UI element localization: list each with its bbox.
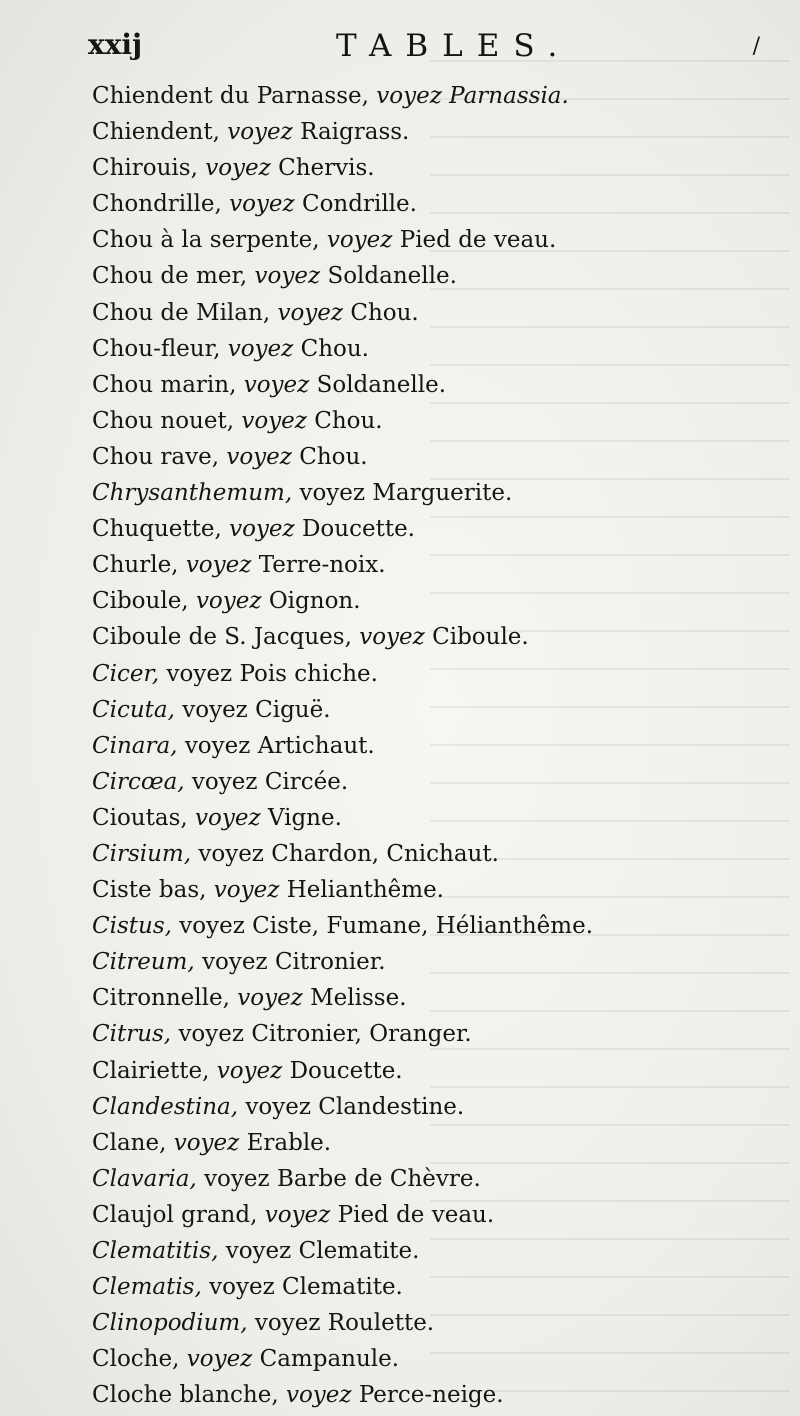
page-number: xxij xyxy=(88,28,143,61)
index-entry-target: Terre-noix. xyxy=(258,552,386,579)
index-entry xyxy=(92,403,742,439)
index-entry xyxy=(92,908,742,944)
index-entry xyxy=(92,728,742,764)
index-entry-see: voyez xyxy=(376,83,442,109)
index-entry xyxy=(92,367,742,403)
index-entry-see: voyez xyxy=(359,624,425,651)
index-entry-see: voyez xyxy=(226,443,292,470)
index-entry-see: voyez xyxy=(179,913,245,940)
index-entry-term: Clematis, xyxy=(92,1274,202,1301)
index-entry-see: voyez xyxy=(202,949,268,976)
index-entry-target: Melisse. xyxy=(310,985,407,1012)
index-entry-target: Roulette. xyxy=(327,1310,435,1337)
index-entry-term: Clandestina, xyxy=(92,1093,239,1120)
index-entry-see: voyez xyxy=(195,588,262,615)
index-entry-see: voyez xyxy=(209,1274,275,1301)
page-header xyxy=(88,28,760,76)
index-entry-target: Erable. xyxy=(246,1129,332,1156)
index-entry xyxy=(92,78,742,114)
index-entry-term: Clavaria, xyxy=(92,1165,197,1192)
index-entry xyxy=(92,222,742,258)
index-entry xyxy=(92,1161,742,1197)
index-entry-term: Cicuta, xyxy=(92,696,175,723)
index-entry xyxy=(92,692,742,728)
index-entry-see: voyez xyxy=(178,1021,245,1048)
index-entry-see: voyez xyxy=(245,1093,311,1120)
index-entry xyxy=(92,475,742,511)
index-entry xyxy=(92,114,742,150)
index-entry-term: Clematitis, xyxy=(92,1238,219,1264)
index-entry-term: Ciboule de S. Jacques, xyxy=(92,624,352,651)
index-entry-see: voyez xyxy=(264,1201,331,1228)
index-entry-target: Barbe de Chèvre. xyxy=(276,1165,481,1192)
index-entry-see: voyez xyxy=(173,1129,240,1156)
index-entry-term: Clairiette, xyxy=(92,1057,210,1084)
index-entry-target: Condrille. xyxy=(301,191,417,218)
index-entry-target: Chou. xyxy=(314,407,383,434)
index-entry-term: Clinopodium, xyxy=(92,1310,248,1337)
index-entry-term: Chiendent du Parnasse, xyxy=(92,83,369,109)
index-entry-see: voyez xyxy=(227,335,294,362)
index-entry-see: voyez xyxy=(182,696,248,723)
index-entry xyxy=(92,439,742,475)
index-entry-target: Clematite. xyxy=(298,1238,420,1264)
index-entry-see: voyez xyxy=(184,732,251,759)
index-entry xyxy=(92,800,742,836)
index-entry xyxy=(92,150,742,186)
index-entry-term: Chrysanthemum, xyxy=(92,480,293,507)
index-entry xyxy=(92,619,742,655)
index-entry-target: Soldanelle. xyxy=(316,371,447,398)
index-entry-target: Oignon. xyxy=(268,588,361,615)
index-entry-see: voyez xyxy=(166,660,233,687)
index-entry-see: voyez xyxy=(185,552,252,579)
index-entry-target: Artichaut. xyxy=(257,732,375,759)
index-entry-term: Citrus, xyxy=(92,1021,172,1048)
index-entry-target: Pied de veau. xyxy=(399,227,557,254)
index-entry-term: Chou à la serpente, xyxy=(92,227,320,254)
index-entry-term: Citreum, xyxy=(92,949,195,976)
index-entry-term: Chiendent, xyxy=(92,119,220,146)
index-entry-term: Circœa, xyxy=(92,768,185,795)
index-entry-list xyxy=(92,78,742,1413)
index-entry-term: Cicer, xyxy=(92,660,160,687)
index-entry-target: Raigrass. xyxy=(300,119,410,146)
index-entry-term: Clane, xyxy=(92,1129,167,1156)
index-entry-see: voyez xyxy=(254,263,321,290)
index-entry xyxy=(92,1341,742,1377)
index-entry-target: Campanule. xyxy=(259,1346,400,1373)
index-entry-term: Claujol grand, xyxy=(92,1201,258,1228)
index-entry-term: Chou nouet, xyxy=(92,407,235,434)
index-entry-term: Ciste bas, xyxy=(92,877,207,904)
index-entry xyxy=(92,547,742,583)
index-entry xyxy=(92,511,742,547)
index-entry-term: Chou marin, xyxy=(92,371,237,398)
index-entry-target: Pied de veau. xyxy=(337,1201,495,1228)
index-entry-see: voyez xyxy=(213,877,280,904)
index-entry-see: voyez xyxy=(227,119,293,146)
index-entry-see: voyez xyxy=(216,1057,283,1084)
index-entry-see: voyez xyxy=(191,768,258,795)
index-entry xyxy=(92,836,742,872)
index-entry-target: Marguerite. xyxy=(372,480,513,507)
index-entry xyxy=(92,872,742,908)
index-entry-see: voyez xyxy=(225,1238,292,1264)
index-entry-term: Cloche, xyxy=(92,1346,180,1373)
index-entry-see: voyez xyxy=(243,371,310,398)
index-entry-see: voyez xyxy=(254,1310,321,1337)
index-entry-target: Clematite. xyxy=(282,1274,403,1301)
index-entry xyxy=(92,1233,742,1269)
index-entry-target: Ciboule. xyxy=(432,624,529,651)
index-entry xyxy=(92,1269,742,1305)
index-entry xyxy=(92,1197,742,1233)
index-entry-see: voyez xyxy=(326,227,393,254)
index-entry-see: voyez xyxy=(237,985,303,1012)
index-entry-term: Cistus, xyxy=(92,913,172,940)
index-entry-target: Helianthême. xyxy=(286,877,444,904)
index-entry-see: voyez xyxy=(198,840,264,867)
index-entry xyxy=(92,764,742,800)
index-entry-see: voyez xyxy=(186,1346,253,1373)
index-entry-term: Churle, xyxy=(92,552,179,579)
index-entry-target: Pois chiche. xyxy=(239,660,378,687)
index-entry-see: voyez xyxy=(241,407,307,434)
index-entry xyxy=(92,331,742,367)
index-entry-target: Vigne. xyxy=(267,804,342,831)
index-entry xyxy=(92,1305,742,1341)
index-entry-term: Chou-fleur, xyxy=(92,335,221,362)
index-entry-term: Chuquette, xyxy=(92,516,222,543)
index-entry-term: Cloche blanche, xyxy=(92,1382,279,1409)
index-entry-see: voyez xyxy=(299,480,366,507)
index-entry-see: voyez xyxy=(195,804,261,831)
index-entry xyxy=(92,1089,742,1125)
index-entry-term: Chou de Milan, xyxy=(92,299,271,326)
index-entry-see: voyez xyxy=(204,1165,270,1192)
index-entry-term: Cioutas, xyxy=(92,804,188,831)
index-entry xyxy=(92,1053,742,1089)
index-entry-target: Citronier, Oranger. xyxy=(251,1021,472,1048)
index-entry xyxy=(92,1016,742,1052)
index-entry-term: Chou de mer, xyxy=(92,263,248,290)
index-entry-target: Chou. xyxy=(300,335,369,362)
index-entry-term: Chondrille, xyxy=(92,191,222,218)
index-entry-target: Citronier. xyxy=(274,949,386,976)
index-entry-term: Citronnelle, xyxy=(92,985,230,1012)
index-entry-term: Cinara, xyxy=(92,732,178,759)
index-entry xyxy=(92,656,742,692)
index-entry-see: voyez xyxy=(229,191,295,218)
index-entry-term: Chou rave, xyxy=(92,443,220,470)
index-entry-target: Soldanelle. xyxy=(327,263,457,290)
index-entry-target: Ciguë. xyxy=(255,696,331,723)
margin-mark: / xyxy=(752,34,760,59)
index-entry-target: Chou. xyxy=(350,299,419,326)
index-entry xyxy=(92,1125,742,1161)
running-title: TABLES. xyxy=(336,28,572,64)
index-entry xyxy=(92,980,742,1016)
index-entry-target: Chervis. xyxy=(278,155,375,182)
index-entry-see: voyez xyxy=(285,1382,352,1409)
index-entry-target: Perce-neige. xyxy=(358,1382,504,1409)
index-entry-target: Circée. xyxy=(264,768,349,795)
index-entry-target: Doucette. xyxy=(301,516,415,543)
index-entry xyxy=(92,944,742,980)
index-entry xyxy=(92,295,742,331)
index-entry-target: Parnassia. xyxy=(449,83,569,109)
index-entry-target: Ciste, Fumane, Hélianthême. xyxy=(252,913,594,940)
index-entry-see: voyez xyxy=(229,516,295,543)
index-entry-see: voyez xyxy=(205,155,271,182)
index-entry-target: Clandestine. xyxy=(318,1093,465,1120)
index-entry-see: voyez xyxy=(277,299,344,326)
index-entry xyxy=(92,186,742,222)
index-entry-target: Doucette. xyxy=(289,1057,403,1084)
index-entry xyxy=(92,258,742,294)
index-entry xyxy=(92,583,742,619)
index-entry xyxy=(92,1377,742,1413)
index-entry-term: Ciboule, xyxy=(92,588,189,615)
index-entry-target: Chardon, Cnichaut. xyxy=(271,840,499,867)
index-entry-term: Cirsium, xyxy=(92,840,192,867)
index-entry-term: Chirouis, xyxy=(92,155,198,182)
index-entry-target: Chou. xyxy=(299,443,368,470)
